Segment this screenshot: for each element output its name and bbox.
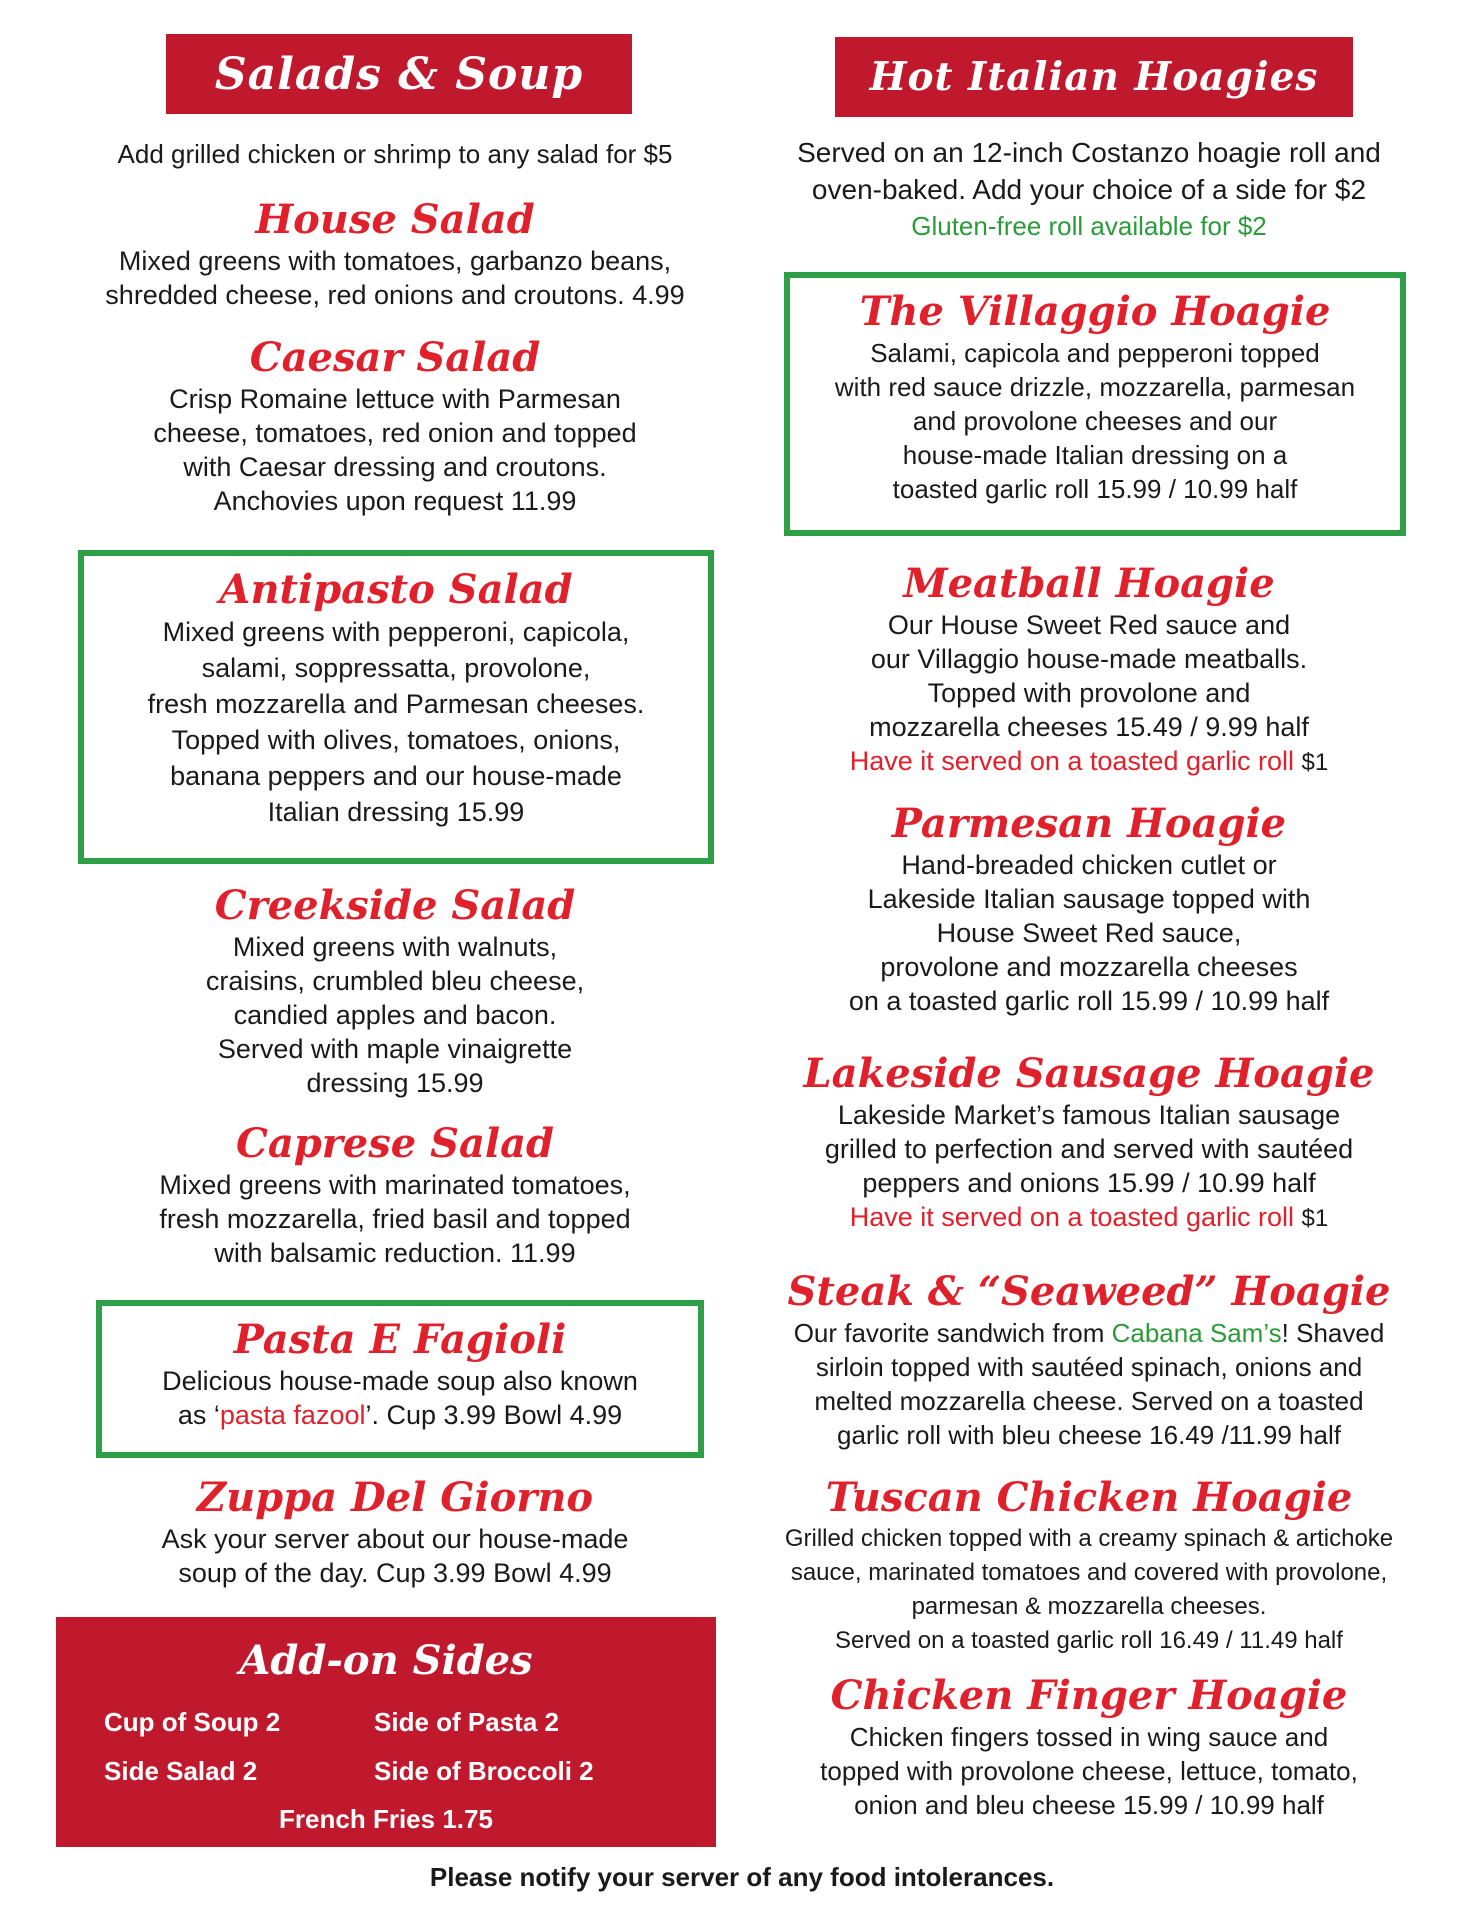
item-desc-line: grilled to perfection and served with sautéed: [824, 1134, 1354, 1164]
pasta-fazool-highlight: pasta fazool: [219, 1400, 366, 1430]
side-item: Side of Pasta 2: [374, 1707, 559, 1737]
item-desc-line: and provolone cheeses and our: [912, 406, 1278, 436]
item-desc-line: melted mozzarella cheese. Served on a toasted: [814, 1386, 1364, 1416]
salads-soup-banner: Salads & Soup: [166, 34, 632, 114]
item-desc-line: topped with provolone cheese, lettuce, tomato,: [820, 1756, 1358, 1786]
menu-item-caprese-salad: [70, 1120, 720, 1270]
item-desc-line: fresh mozzarella and Parmesan cheeses.: [147, 689, 645, 719]
menu-item-villaggio-hoagie: [784, 272, 1406, 536]
item-desc-line: Lakeside Italian sausage topped with: [867, 884, 1311, 914]
item-title: Zuppa Del Giorno: [196, 1474, 594, 1521]
item-title: Lakeside Sausage Hoagie: [803, 1050, 1375, 1097]
item-title: Caesar Salad: [249, 334, 541, 381]
garlic-roll-upsell: Have it served on a toasted garlic roll: [849, 746, 1294, 776]
item-desc-line: Crisp Romaine lettuce with Parmesan: [169, 384, 621, 414]
gluten-free-note: Gluten-free roll available for $2: [911, 211, 1267, 241]
item-desc-line: fresh mozzarella, fried basil and topped: [159, 1204, 631, 1234]
side-item: Cup of Soup 2: [104, 1707, 281, 1737]
item-title: Caprese Salad: [235, 1120, 555, 1167]
add-on-sides-box: [56, 1617, 716, 1847]
item-desc-line: salami, soppressatta, provolone,: [201, 653, 591, 683]
item-desc-line: onion and bleu cheese 15.99 / 10.99 half: [854, 1790, 1324, 1820]
item-desc-line: Anchovies upon request 11.99: [213, 486, 577, 516]
text-segment: ’. Cup 3.99 Bowl 4.99: [365, 1400, 623, 1430]
garlic-roll-upsell: Have it served on a toasted garlic roll: [849, 1202, 1294, 1232]
item-desc-line: Served with maple vinaigrette: [217, 1034, 573, 1064]
menu-item-house-salad: [62, 196, 728, 312]
side-item: Side of Broccoli 2: [374, 1756, 594, 1786]
item-desc-line: House Sweet Red sauce,: [936, 918, 1242, 948]
item-desc-line: with balsamic reduction. 11.99: [214, 1238, 576, 1268]
item-desc-line: dressing 15.99: [306, 1068, 484, 1098]
item-desc-line: Chicken fingers tossed in wing sauce and: [849, 1722, 1329, 1752]
item-desc-line: Topped with provolone and: [927, 678, 1251, 708]
item-desc-line: parmesan & mozzarella cheeses.: [911, 1593, 1267, 1620]
item-desc-line: house-made Italian dressing on a: [902, 440, 1288, 470]
menu-item-chicken-finger-hoagie: [748, 1672, 1430, 1822]
item-desc-line: mozzarella cheeses 15.49 / 9.99 half: [869, 712, 1309, 742]
item-desc-line: sauce, marinated tomatoes and covered with provolone,: [790, 1559, 1388, 1586]
side-item: Side Salad 2: [104, 1756, 258, 1786]
text-segment: as ‘: [177, 1400, 220, 1430]
item-desc-line: Mixed greens with pepperoni, capicola,: [162, 617, 630, 647]
item-desc-line: shredded cheese, red onions and croutons. 4.99: [105, 280, 685, 310]
text-segment: ! Shaved: [1281, 1318, 1385, 1348]
menu-item-pasta-fagioli: [96, 1300, 704, 1458]
item-title: Steak & “Seaweed” Hoagie: [787, 1268, 1391, 1315]
upsell-price: $1: [1301, 749, 1329, 776]
hot-italian-hoagies-banner: Hot Italian Hoagies: [835, 37, 1353, 117]
item-desc-line: candied apples and bacon.: [233, 1000, 557, 1030]
item-desc-line: soup of the day. Cup 3.99 Bowl 4.99: [178, 1558, 612, 1588]
item-title: Pasta E Fagioli: [233, 1316, 567, 1363]
menu-item-parmesan-hoagie: [748, 800, 1430, 1018]
menu-item-zuppa-del-giorno: [70, 1474, 720, 1590]
salad-addon-note: Add grilled chicken or shrimp to any salad for $5: [117, 139, 673, 169]
menu-item-antipasto-salad: [78, 550, 714, 864]
item-desc-line: Served on a toasted garlic roll 16.49 / 11.49 half: [835, 1627, 1343, 1654]
menu-item-creekside-salad: [70, 882, 720, 1100]
item-desc-line: with Caesar dressing and croutons.: [183, 452, 607, 482]
item-title: House Salad: [255, 196, 535, 243]
item-title: The Villaggio Hoagie: [859, 288, 1331, 335]
item-desc-line: Grilled chicken topped with a creamy spinach & artichoke: [784, 1525, 1394, 1552]
intro-line: oven-baked. Add your choice of a side for $2: [811, 174, 1367, 205]
item-desc-line: on a toasted garlic roll 15.99 / 10.99 half: [848, 986, 1330, 1016]
food-intolerance-notice: Please notify your server of any food intolerances.: [429, 1862, 1055, 1892]
item-desc-line: with red sauce drizzle, mozzarella, parmesan: [834, 372, 1356, 402]
item-title: Chicken Finger Hoagie: [830, 1672, 1348, 1719]
item-desc-line: Ask your server about our house-made: [161, 1524, 629, 1554]
item-desc-line: [102, 1398, 698, 1432]
item-desc-line: Topped with olives, tomatoes, onions,: [171, 725, 621, 755]
item-desc-line: Mixed greens with tomatoes, garbanzo beans,: [118, 246, 672, 276]
text-segment: Our favorite sandwich from: [793, 1318, 1112, 1348]
intro-line: Served on an 12-inch Costanzo hoagie roll and: [797, 137, 1381, 168]
item-desc-line: [748, 744, 1430, 780]
item-desc-line: Delicious house-made soup also known: [162, 1366, 638, 1396]
menu-item-lakeside-sausage-hoagie: [748, 1050, 1430, 1236]
item-title: Tuscan Chicken Hoagie: [825, 1474, 1353, 1521]
sides-title: Add-on Sides: [239, 1637, 533, 1684]
item-desc-line: banana peppers and our house-made: [170, 761, 622, 791]
item-desc-line: peppers and onions 15.99 / 10.99 half: [862, 1168, 1316, 1198]
item-desc-line: toasted garlic roll 15.99 / 10.99 half: [892, 474, 1298, 504]
item-desc-line: our Villaggio house-made meatballs.: [870, 644, 1308, 674]
item-desc-line: Italian dressing 15.99: [267, 797, 525, 827]
menu-item-meatball-hoagie: [748, 560, 1430, 780]
item-desc-line: cheese, tomatoes, red onion and topped: [153, 418, 637, 448]
item-desc-line: sirloin topped with sautéed spinach, onions and: [815, 1352, 1363, 1382]
item-desc-line: Hand-breaded chicken cutlet or: [901, 850, 1277, 880]
item-title: Meatball Hoagie: [903, 560, 1275, 607]
hoagie-intro: [748, 134, 1430, 245]
item-title: Parmesan Hoagie: [891, 800, 1287, 847]
item-desc-line: [748, 1316, 1430, 1350]
item-desc-line: provolone and mozzarella cheeses: [880, 952, 1298, 982]
item-desc-line: craisins, crumbled bleu cheese,: [205, 966, 585, 996]
item-desc-line: Mixed greens with marinated tomatoes,: [159, 1170, 631, 1200]
item-desc-line: Mixed greens with walnuts,: [232, 932, 558, 962]
side-item: French Fries 1.75: [279, 1804, 493, 1834]
item-title: Creekside Salad: [214, 882, 576, 929]
upsell-price: $1: [1301, 1205, 1329, 1232]
item-desc-line: garlic roll with bleu cheese 16.49 /11.99 half: [837, 1420, 1341, 1450]
item-title: Antipasto Salad: [219, 566, 573, 613]
menu-item-steak-seaweed-hoagie: [748, 1268, 1430, 1452]
item-desc-line: Lakeside Market’s famous Italian sausage: [837, 1100, 1341, 1130]
cabana-sams-highlight: Cabana Sam’s: [1111, 1318, 1282, 1348]
menu-item-tuscan-chicken-hoagie: [740, 1474, 1438, 1658]
item-desc-line: Our House Sweet Red sauce and: [887, 610, 1291, 640]
menu-item-caesar-salad: [70, 334, 720, 518]
item-desc-line: Salami, capicola and pepperoni topped: [870, 338, 1320, 368]
item-desc-line: [748, 1200, 1430, 1236]
